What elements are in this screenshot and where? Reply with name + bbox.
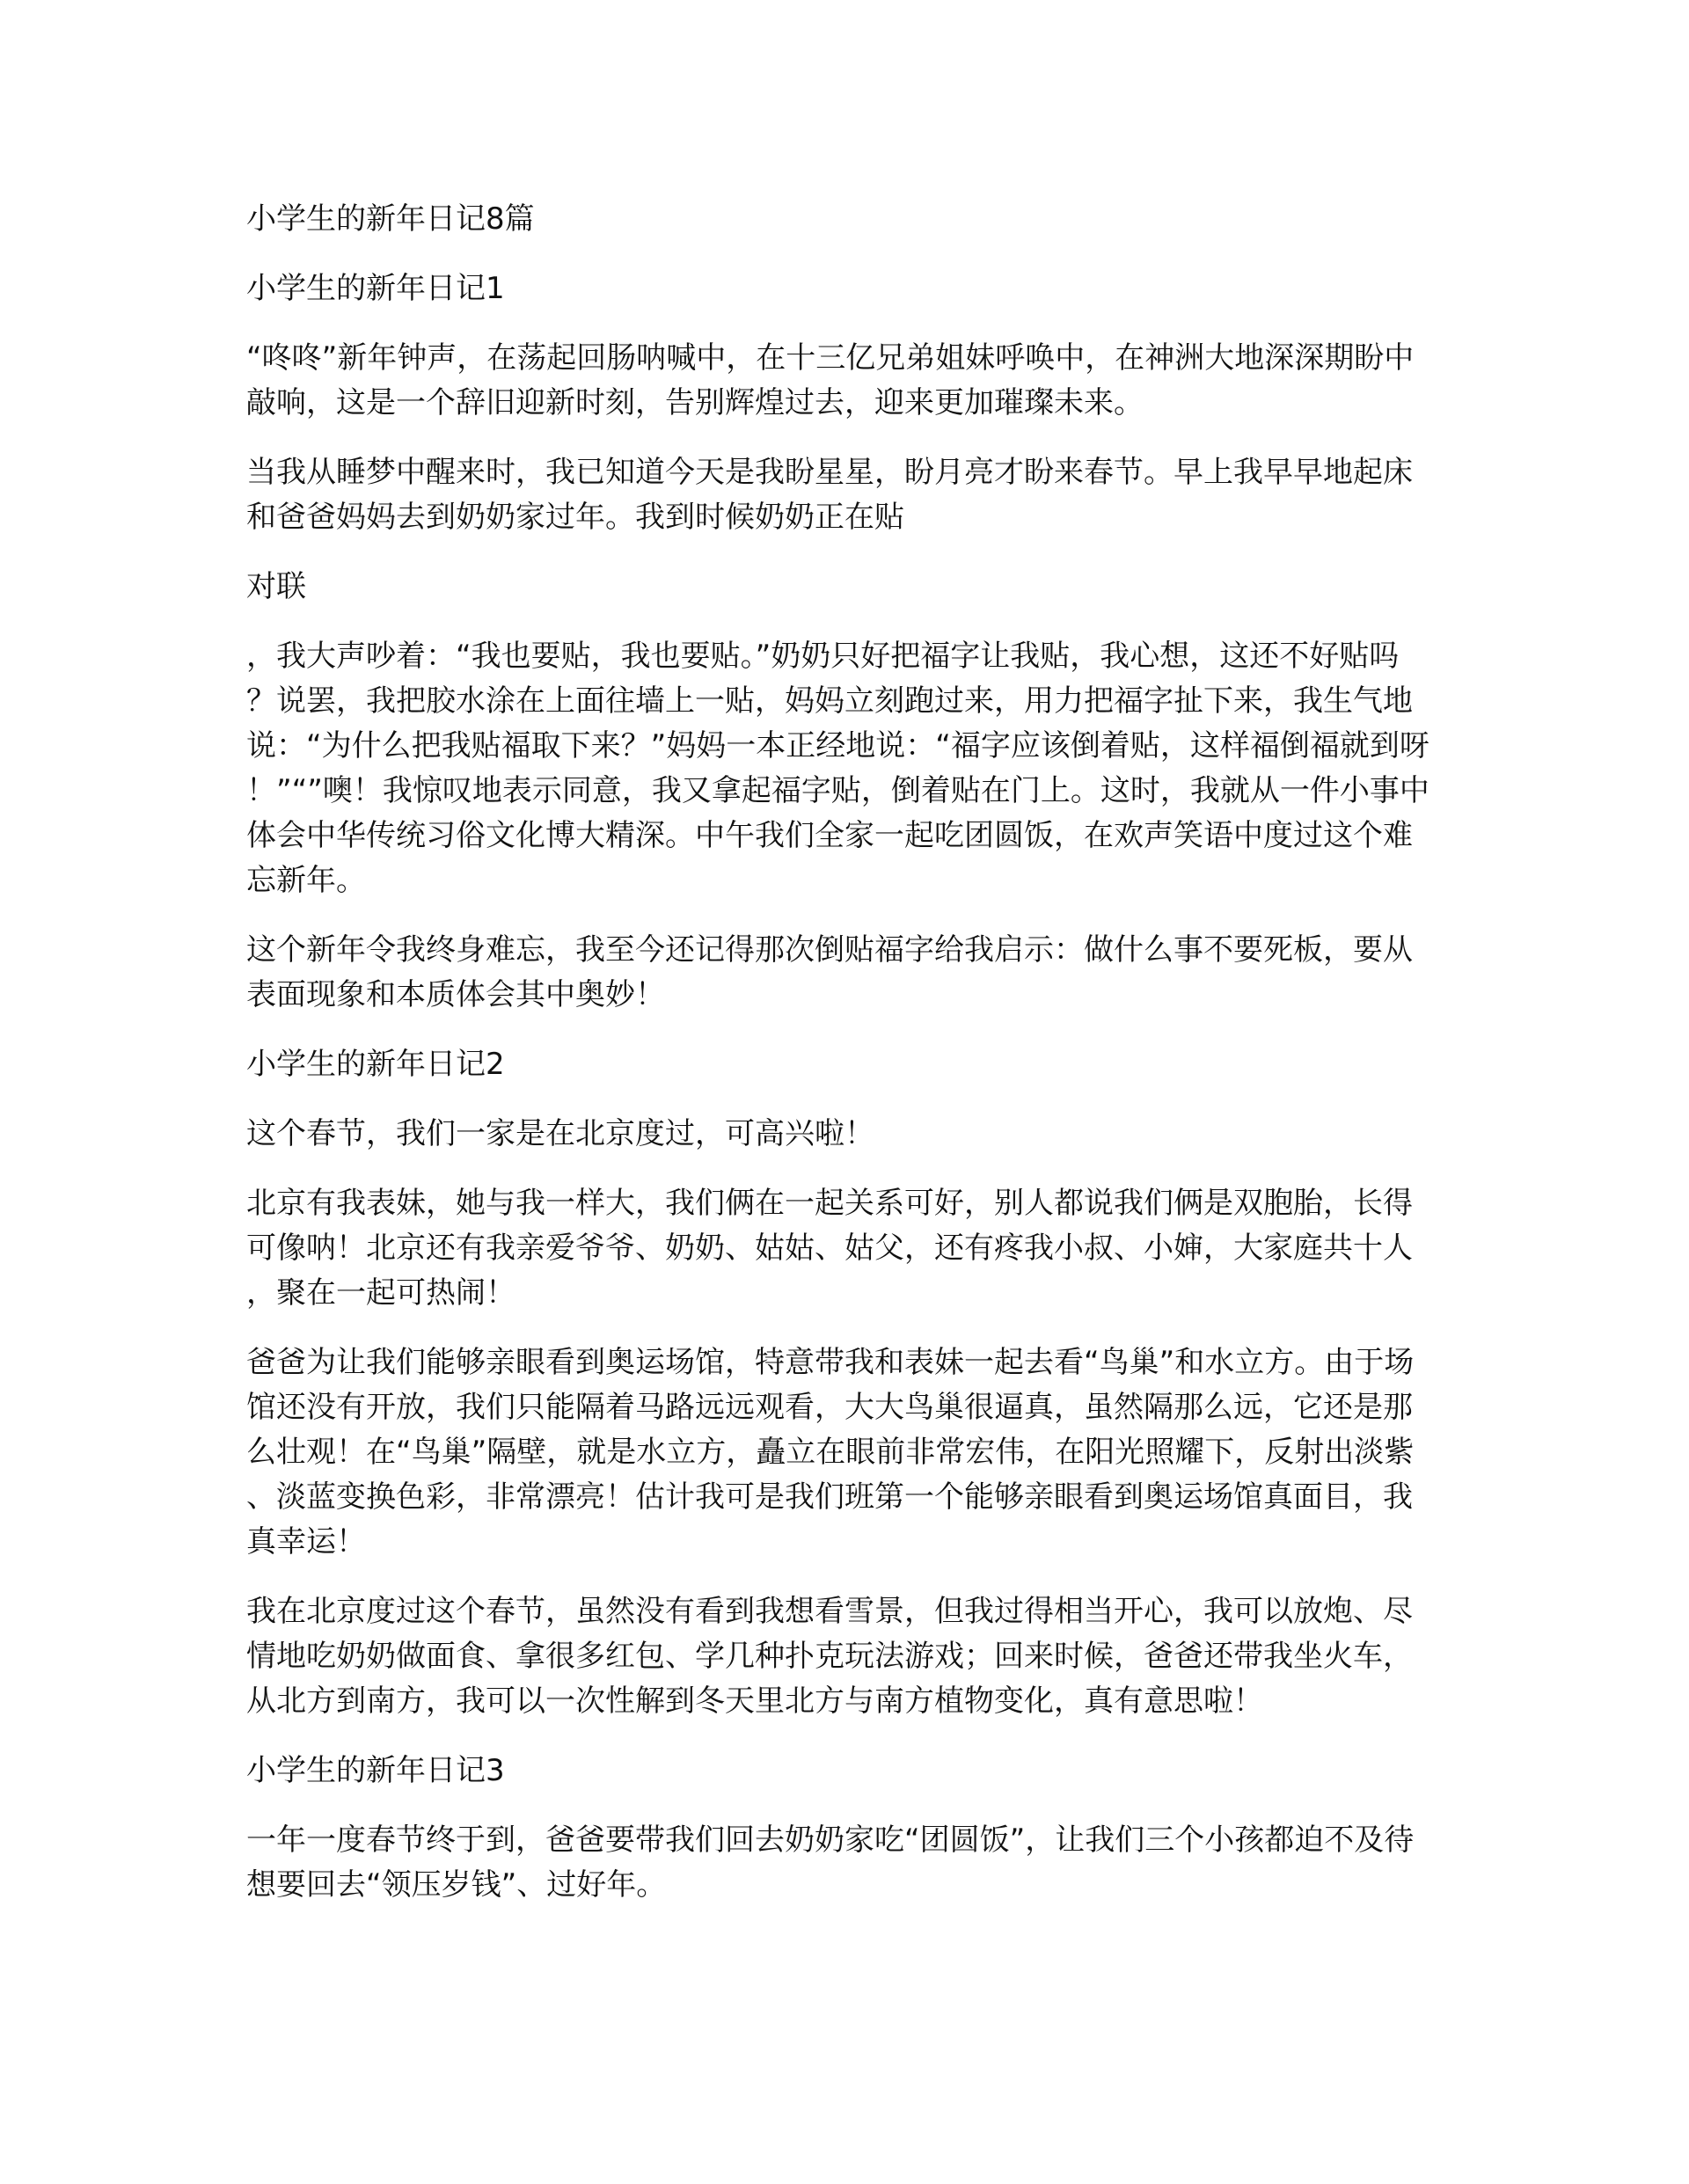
- text-line: 真幸运！: [246, 1524, 366, 1559]
- section-heading: 小学生的新年日记2: [246, 1047, 505, 1082]
- text-line: 体会中华传统习俗文化博大精深。中午我们全家一起吃团圆饭，在欢声笑语中度过这个难: [246, 818, 1413, 853]
- text-line: ？说罢，我把胶水涂在上面往墙上一贴，妈妈立刻跑过来，用力把福字扯下来，我生气地: [246, 683, 1413, 719]
- diary-section-1: [246, 267, 1443, 1018]
- section-heading: 小学生的新年日记3: [246, 1753, 505, 1788]
- text-line: 忘新年。: [246, 863, 366, 898]
- text-line: 么壮观！在“鸟巢”隔壁，就是水立方，矗立在眼前非常宏伟，在阳光照耀下，反射出淡紫: [246, 1435, 1415, 1470]
- text-line: ！”“”噢！我惊叹地表示同意，我又拿起福字贴，倒着贴在门上。这时，我就从一件小事中: [246, 773, 1429, 808]
- text-line: 馆还没有开放，我们只能隔着马路远远观看，大大鸟巢很逼真，虽然隔那么远，它还是那: [246, 1390, 1413, 1425]
- paragraph: [246, 1112, 1443, 1157]
- paragraph: [246, 1818, 1443, 1908]
- paragraph: [246, 1340, 1443, 1565]
- diary-section-3: [246, 1749, 1443, 1908]
- text-line: 从北方到南方，我可以一次性解到冬天里北方与南方植物变化，真有意思啦！: [246, 1684, 1263, 1719]
- document-title: 小学生的新年日记8篇: [246, 201, 535, 237]
- text-line: 这个新年令我终身难忘，我至今还记得那次倒贴福字给我启示：做什么事不要死板，要从: [246, 932, 1413, 968]
- section-heading: 小学生的新年日记1: [246, 271, 505, 306]
- paragraph: [246, 1181, 1443, 1316]
- paragraph: [246, 634, 1443, 903]
- paragraph: [246, 928, 1443, 1018]
- text-line: ，聚在一起可热闹！: [246, 1275, 515, 1311]
- diary-section-2: [246, 1042, 1443, 1724]
- paragraph: [246, 1589, 1443, 1724]
- text-line: “咚咚”新年钟声，在荡起回肠呐喊中，在十三亿兄弟姐妹呼唤中，在神洲大地深深期盼中: [246, 340, 1415, 376]
- text-line: 一年一度春节终于到，爸爸要带我们回去奶奶家吃“团圆饭”，让我们三个小孩都迫不及待: [246, 1822, 1415, 1858]
- text-line: 当我从睡梦中醒来时，我已知道今天是我盼星星，盼月亮才盼来春节。早上我早早地起床: [246, 455, 1413, 490]
- document-page: [246, 197, 1443, 1932]
- text-line: 北京有我表妹，她与我一样大，我们俩在一起关系可好，别人都说我们俩是双胞胎，长得: [246, 1186, 1413, 1221]
- paragraph: [246, 450, 1443, 540]
- paragraph: [246, 565, 1443, 610]
- text-line: 想要回去“领压岁钱”、过好年。: [246, 1867, 667, 1903]
- text-line: 爸爸为让我们能够亲眼看到奥运场馆，特意带我和表妹一起去看“鸟巢”和水立方。由于场: [246, 1345, 1415, 1380]
- text-line: 这个春节，我们一家是在北京度过，可高兴啦！: [246, 1116, 874, 1151]
- text-line: ，我大声吵着：“我也要贴，我也要贴。”奶奶只好把福字让我贴，我心想，这还不好贴吗: [246, 639, 1400, 674]
- text-line: 情地吃奶奶做面食、拿很多红包、学几种扑克玩法游戏；回来时候，爸爸还带我坐火车，: [246, 1639, 1413, 1674]
- text-line: 表面现象和本质体会其中奥妙！: [246, 977, 665, 1012]
- text-line: 敲响，这是一个辞旧迎新时刻，告别辉煌过去，迎来更加璀璨未来。: [246, 385, 1144, 420]
- text-line: 和爸爸妈妈去到奶奶家过年。我到时候奶奶正在贴: [246, 500, 904, 535]
- text-line: 可像呐！北京还有我亲爱爷爷、奶奶、姑姑、姑父，还有疼我小叔、小婶，大家庭共十人: [246, 1231, 1413, 1266]
- text-line: 说：“为什么把我贴福取下来？”妈妈一本正经地说：“福字应该倒着贴，这样福倒福就到呀: [246, 728, 1429, 763]
- text-line: 对联: [246, 569, 306, 604]
- text-line: 、淡蓝变换色彩，非常漂亮！估计我可是我们班第一个能够亲眼看到奥运场馆真面目，我: [246, 1479, 1413, 1515]
- text-line: 我在北京度过这个春节，虽然没有看到我想看雪景，但我过得相当开心，我可以放炮、尽: [246, 1594, 1413, 1629]
- paragraph: [246, 336, 1443, 426]
